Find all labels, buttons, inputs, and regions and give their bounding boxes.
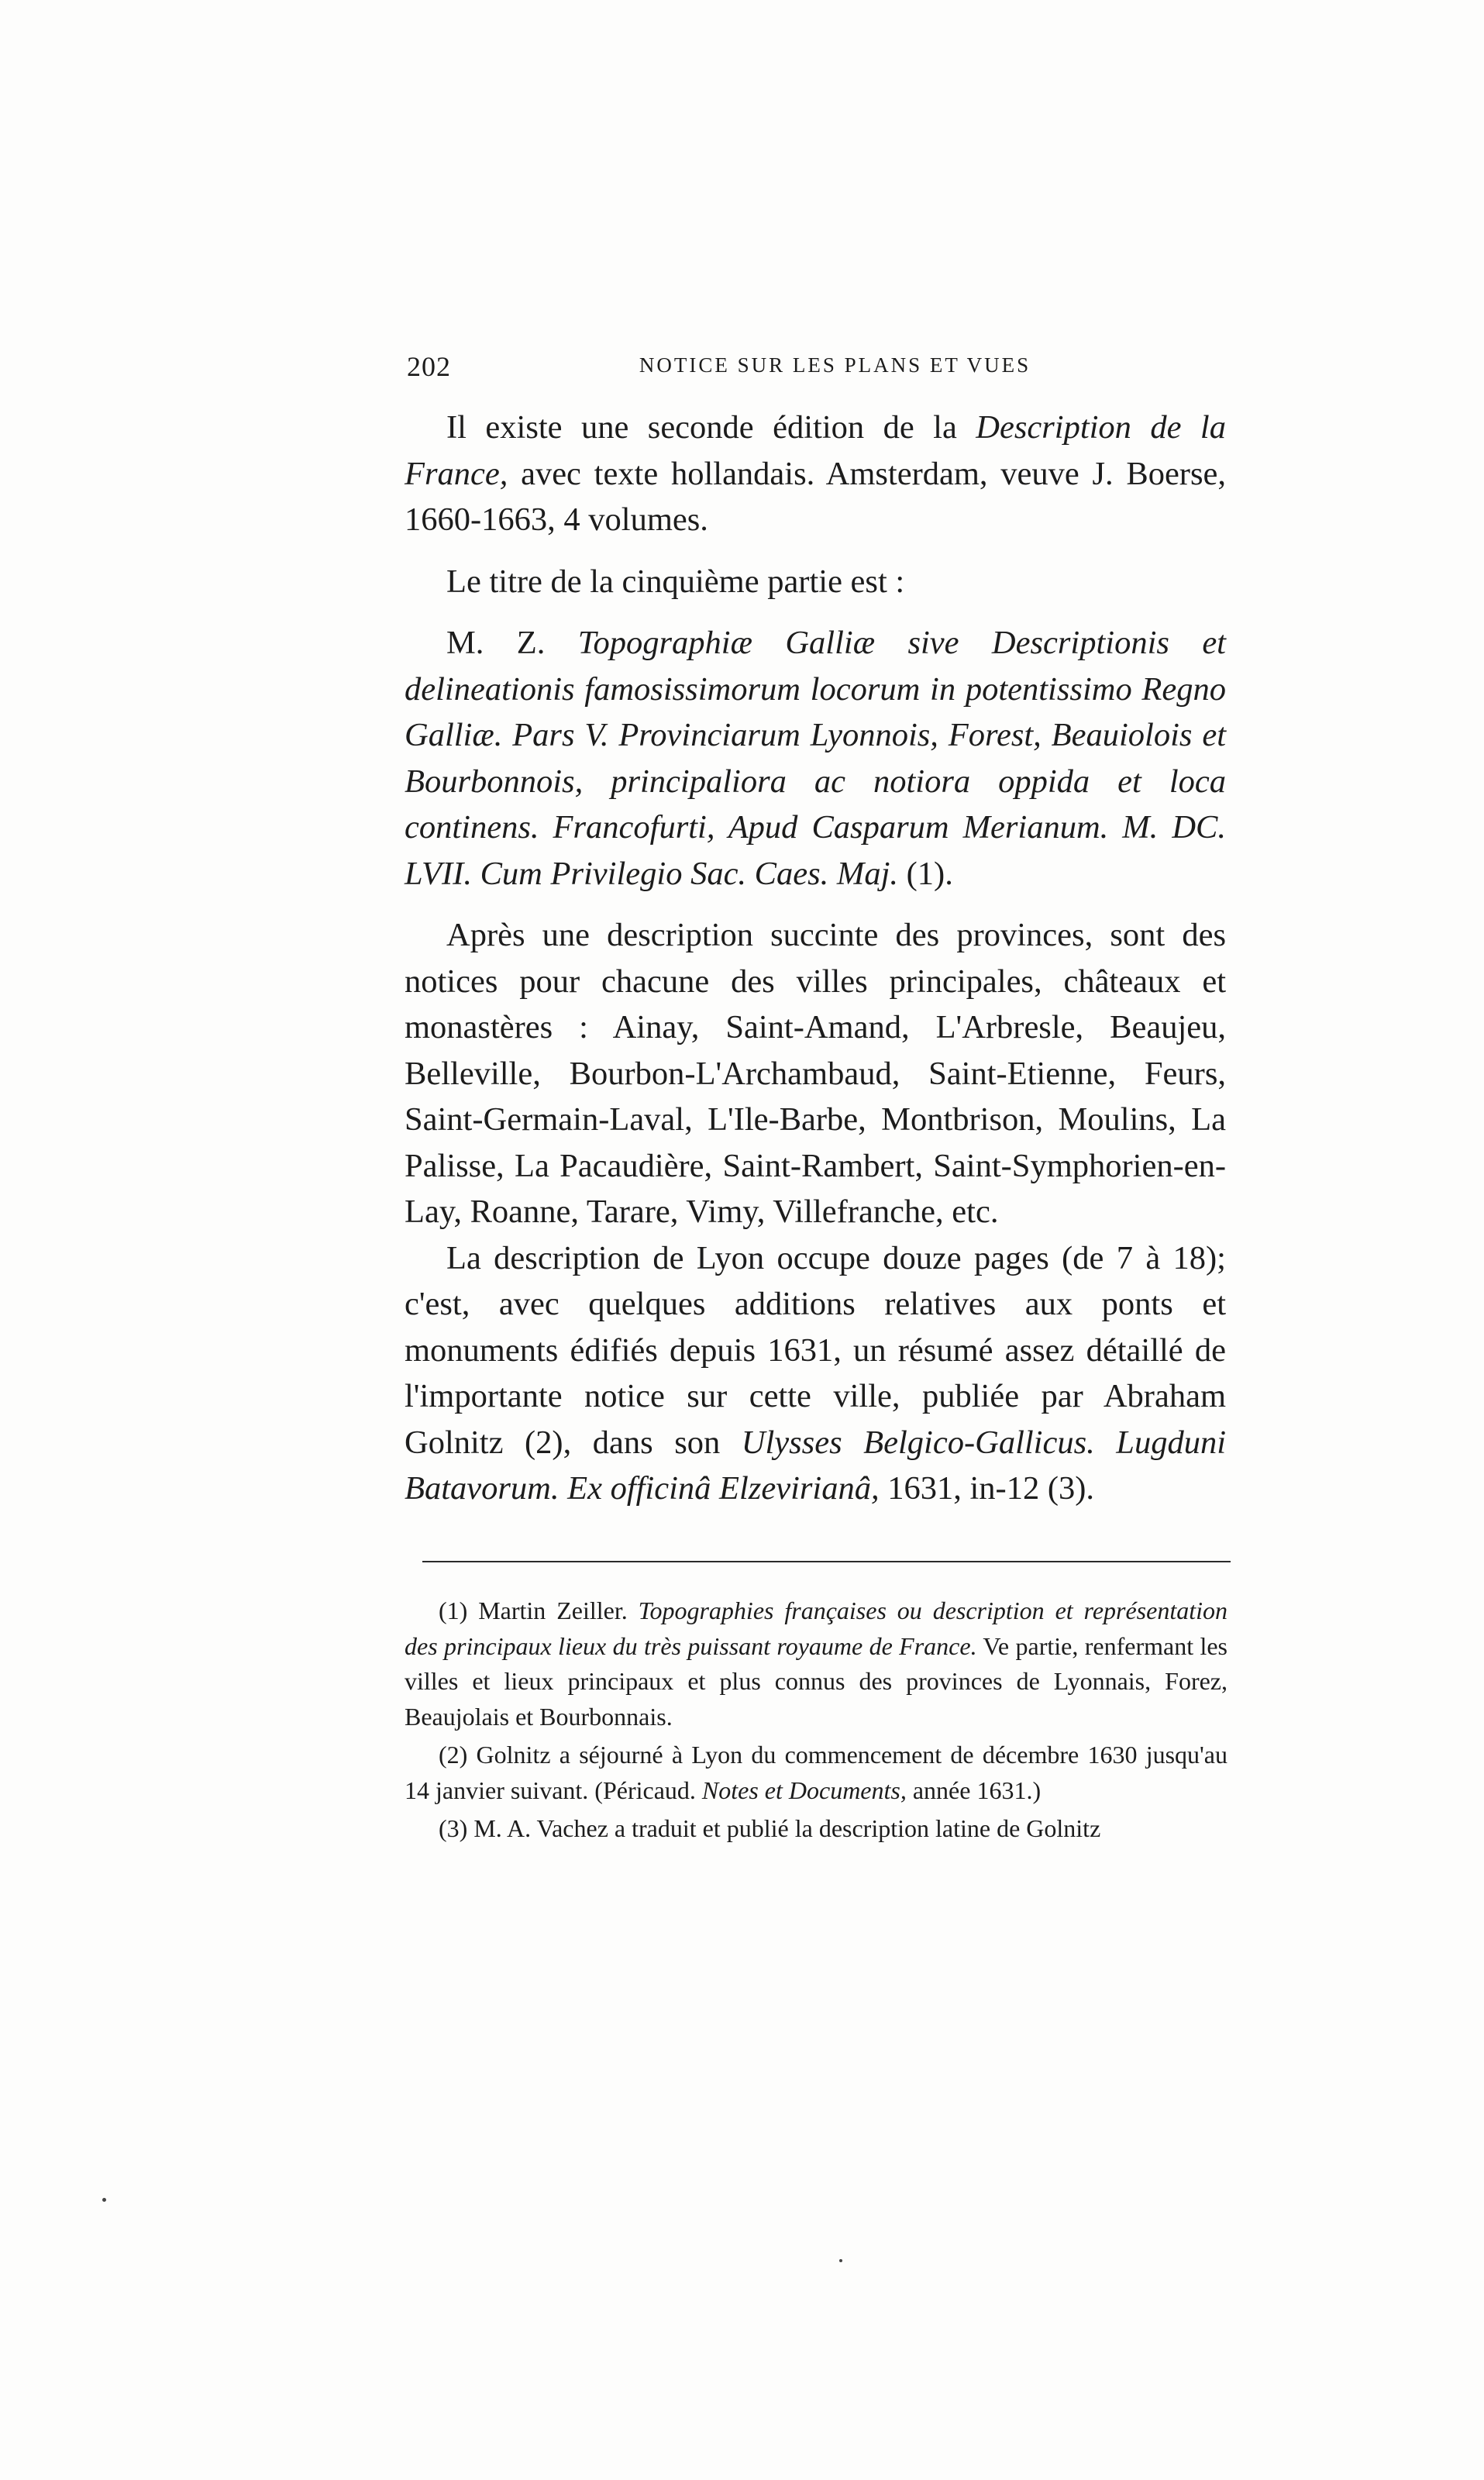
paragraph-text: avec texte hollandais. Amsterdam, veuve J. Boerse, 1660-1663, 4 volumes.	[405, 455, 1226, 538]
paragraph-second-edition	[405, 405, 1226, 543]
footnotes	[405, 1593, 1227, 1850]
latin-title-italic: Topographiæ Galliæ sive Descriptionis et delineationis famosissimorum locorum in potentissimo Regno Galliæ. Pars V. Provinciarum Lyonnois, Forest, Beauiolois et Bourbonnois, principaliora ac notiora oppida et loca continens. Francofurti, Apud Casparum Merianum. M. DC. LVII. Cum Privilegio Sac. Caes. Maj.	[405, 625, 1226, 892]
paragraph-text: La description de Lyon occupe douze pages (de 7 à 18); c'est, avec quelques additions relatives aux ponts et monuments édifiés depuis 1631, un résumé assez détaillé de l'importante notice sur cette ville, publiée par Abraham Golnitz (2), dans son	[405, 1239, 1226, 1461]
paragraph-notices: Après une description succinte des provinces, sont des notices pour chacune des villes principales, châteaux et monastères : Ainay, Saint-Amand, L'Arbresle, Beaujeu, Belleville, Bourbon-L'Archambaud, Saint-Etienne, Feurs, Saint-Germain-Laval, L'Ile-Barbe, Montbrison, Moulins, La Palisse, La Pacaudière, Saint-Rambert, Saint-Symphorien-en-Lay, Roanne, Tarare, Vimy, Villefranche, etc.	[405, 917, 1226, 1230]
footnote-text: (2) Golnitz a séjourné à Lyon du commencement de décembre 1630 jusqu'au 14 janvier suivant. (Péricaud.	[405, 1741, 1227, 1804]
page-number: 202	[407, 351, 451, 382]
footnote-italic: Notes et Documents,	[701, 1776, 907, 1804]
paragraph-text: M. Z.	[446, 625, 578, 661]
footnote-text: Ve partie, renfermant les villes et lieux principaux et plus connus des provinces de Lyonnais, Forez, Beaujolais et Bourbonnais.	[405, 1631, 1227, 1731]
footnote-3: (3) M. A. Vachez a traduit et publié la description latine de Golnitz	[439, 1814, 1101, 1842]
main-text	[405, 405, 1226, 1512]
footnote-italic: Topographies françaises ou description et représentation des principaux lieux du très puissant royaume de France.	[405, 1596, 1228, 1660]
paper-speck	[102, 2198, 106, 2202]
running-title: NOTICE SUR LES PLANS ET VUES	[639, 353, 1031, 377]
footnote-1	[405, 1593, 1227, 1734]
footnote-text: année 1631.)	[906, 1776, 1042, 1804]
footnote-text: (1) Martin Zeiller.	[439, 1596, 639, 1624]
paper-speck	[839, 2259, 842, 2262]
footnote-2	[405, 1738, 1227, 1808]
footnote-divider	[422, 1561, 1231, 1562]
paragraph-lyon-description	[405, 1235, 1226, 1512]
ulysses-title-italic: Ulysses Belgico-Gallicus. Lugduni Batavorum. Ex officinâ Elzevirianâ,	[405, 1424, 1227, 1507]
footnote-ref: (1).	[898, 855, 953, 892]
paragraph-title-intro: Le titre de la cinquième partie est :	[446, 563, 905, 600]
paragraph-text: Il existe une seconde édition de la	[446, 409, 976, 446]
paragraph-text: 1631, in-12 (3).	[879, 1470, 1095, 1507]
paragraph-latin-title	[405, 620, 1226, 897]
book-title-italic: Description de la France,	[405, 409, 1226, 492]
page-header	[407, 350, 1217, 397]
